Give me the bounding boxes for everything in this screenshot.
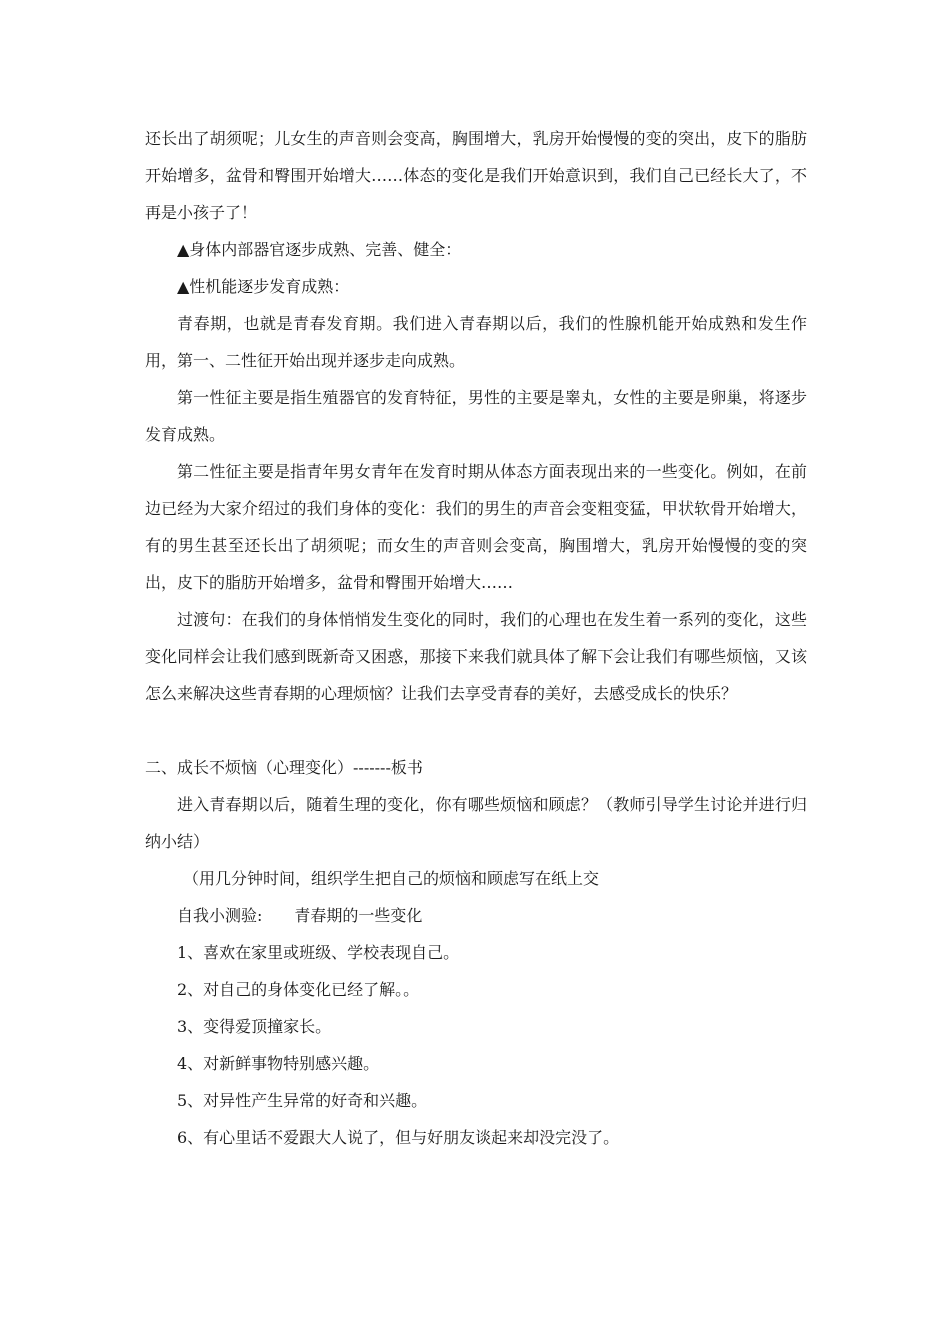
paragraph-activity-note: （用几分钟时间，组织学生把自己的烦恼和顾虑写在纸上交 [183, 869, 600, 888]
paragraph-sexual-function: ▲性机能逐步发育成熟： [177, 277, 350, 296]
list-item: 3、变得爱顶撞家长。 [177, 1017, 332, 1036]
list-item: 4、对新鲜事物特别感兴趣。 [177, 1054, 380, 1073]
list-item: 5、对异性产生异常的好奇和兴趣。 [177, 1091, 428, 1110]
paragraph-internal-organs: ▲身体内部器官逐步成熟、完善、健全： [177, 240, 462, 259]
quiz-heading [145, 897, 807, 934]
section-heading: 二、成长不烦恼（心理变化）-------板书 [145, 758, 423, 777]
blank-line [145, 712, 807, 749]
paragraph-secondary-sex-traits: 第二性征主要是指青年男女青年在发育时期从体态方面表现出来的一些变化。例如，在前边已经为大家介绍过的我们身体的变化：我们的男生的声音会变粗变猛，甲状软骨开始增大，有的男生甚至还长出了胡须呢；而女生的声音则会变高，胸围增大，乳房开始慢慢的变的突出，皮下的脂肪开始增多，盆骨和臀围开始增大…… [145, 462, 807, 592]
document-page [145, 120, 807, 1156]
paragraph-body-changes-continued: 还长出了胡须呢；儿女生的声音则会变高，胸围增大，乳房开始慢慢的变的突出，皮下的脂肪开始增多，盆骨和臀围开始增大……体态的变化是我们开始意识到，我们自己已经长大了，不再是小孩子了！ [145, 129, 807, 222]
paragraph-puberty-definition: 青春期，也就是青春发育期。我们进入青春期以后，我们的性腺机能开始成熟和发生作用，第一、二性征开始出现并逐步走向成熟。 [145, 314, 807, 370]
paragraph-section-intro: 进入青春期以后，随着生理的变化，你有哪些烦恼和顾虑？（教师引导学生讨论并进行归纳小结） [145, 795, 807, 851]
list-item: 1、喜欢在家里或班级、学校表现自己。 [177, 943, 460, 962]
list-item: 2、对自己的身体变化已经了解。。 [177, 980, 420, 999]
quiz-label: 自我小测验: [177, 906, 263, 925]
quiz-title: 青春期的一些变化 [294, 906, 423, 925]
paragraph-transition: 过渡句：在我们的身体悄悄发生变化的同时，我们的心理也在发生着一系列的变化，这些变化同样会让我们感到既新奇又困惑，那接下来我们就具体了解下会让我们有哪些烦恼，又该怎么来解决这些青春期的心理烦恼？让我们去享受青春的美好，去感受成长的快乐？ [145, 610, 807, 703]
list-item: 6、有心里话不爱跟大人说了，但与好朋友谈起来却没完没了。 [177, 1128, 620, 1147]
paragraph-primary-sex-traits: 第一性征主要是指生殖器官的发育特征，男性的主要是睾丸，女性的主要是卵巢，将逐步发育成熟。 [145, 388, 807, 444]
